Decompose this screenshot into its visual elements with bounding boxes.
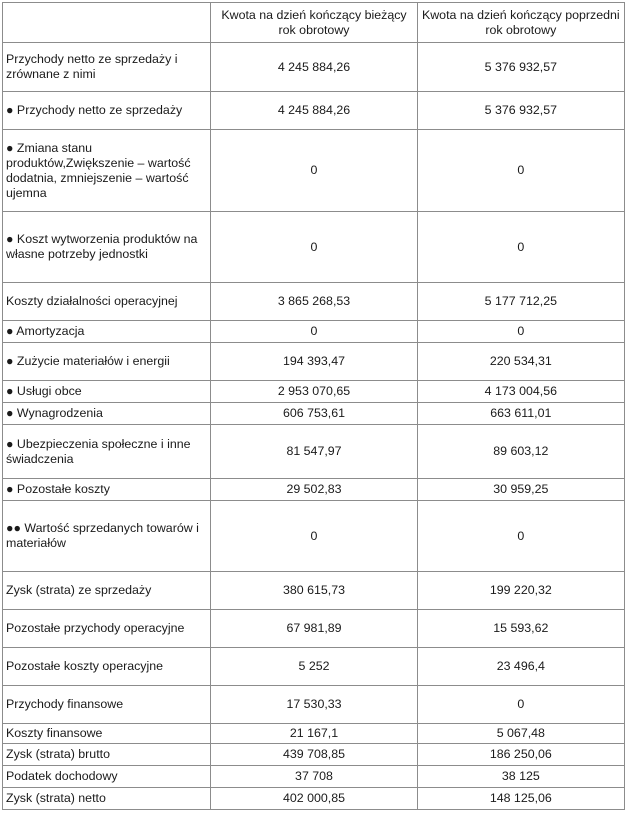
current-year-value: 0 xyxy=(211,501,417,572)
header-previous-year: Kwota na dzień kończący poprzedni rok obrotowy xyxy=(417,3,624,43)
table-row xyxy=(3,788,625,810)
table-row xyxy=(3,381,625,403)
previous-year-value: 0 xyxy=(417,130,624,212)
previous-year-value: 38 125 xyxy=(417,766,624,788)
table-row xyxy=(3,321,625,343)
current-year-value: 4 245 884,26 xyxy=(211,92,417,130)
previous-year-value: 663 611,01 xyxy=(417,403,624,425)
table-row xyxy=(3,766,625,788)
current-year-value: 2 953 070,65 xyxy=(211,381,417,403)
row-label: Podatek dochodowy xyxy=(3,766,211,788)
row-label: Zysk (strata) brutto xyxy=(3,744,211,766)
previous-year-value: 5 376 932,57 xyxy=(417,92,624,130)
table-row xyxy=(3,425,625,479)
current-year-value: 81 547,97 xyxy=(211,425,417,479)
previous-year-value: 23 496,4 xyxy=(417,648,624,686)
header-current-year: Kwota na dzień kończący bieżący rok obrotowy xyxy=(211,3,417,43)
previous-year-value: 89 603,12 xyxy=(417,425,624,479)
current-year-value: 3 865 268,53 xyxy=(211,283,417,321)
table-row xyxy=(3,403,625,425)
row-label: ● Ubezpieczenia społeczne i inne świadczenia xyxy=(3,425,211,479)
previous-year-value: 5 376 932,57 xyxy=(417,43,624,92)
row-label: ● Pozostałe koszty xyxy=(3,479,211,501)
current-year-value: 17 530,33 xyxy=(211,686,417,724)
row-label: ● Przychody netto ze sprzedaży xyxy=(3,92,211,130)
current-year-value: 606 753,61 xyxy=(211,403,417,425)
table-row xyxy=(3,343,625,381)
table-row xyxy=(3,130,625,212)
row-label: Koszty finansowe xyxy=(3,724,211,744)
row-label: Zysk (strata) ze sprzedaży xyxy=(3,572,211,610)
table-row xyxy=(3,501,625,572)
row-label: Pozostałe koszty operacyjne xyxy=(3,648,211,686)
row-label: ● Usługi obce xyxy=(3,381,211,403)
current-year-value: 194 393,47 xyxy=(211,343,417,381)
previous-year-value: 15 593,62 xyxy=(417,610,624,648)
current-year-value: 67 981,89 xyxy=(211,610,417,648)
current-year-value: 380 615,73 xyxy=(211,572,417,610)
header-corner-cell xyxy=(3,3,211,43)
row-label: ● Koszt wytworzenia produktów na własne potrzeby jednostki xyxy=(3,212,211,283)
previous-year-value: 0 xyxy=(417,686,624,724)
header-row xyxy=(3,3,625,43)
previous-year-value: 220 534,31 xyxy=(417,343,624,381)
row-label: Przychody finansowe xyxy=(3,686,211,724)
previous-year-value: 4 173 004,56 xyxy=(417,381,624,403)
row-label: Przychody netto ze sprzedaży i zrównane z nimi xyxy=(3,43,211,92)
current-year-value: 21 167,1 xyxy=(211,724,417,744)
row-label: Pozostałe przychody operacyjne xyxy=(3,610,211,648)
table-row xyxy=(3,572,625,610)
previous-year-value: 5 177 712,25 xyxy=(417,283,624,321)
previous-year-value: 30 959,25 xyxy=(417,479,624,501)
previous-year-value: 186 250,06 xyxy=(417,744,624,766)
table-row xyxy=(3,724,625,744)
current-year-value: 0 xyxy=(211,212,417,283)
table-row xyxy=(3,479,625,501)
current-year-value: 4 245 884,26 xyxy=(211,43,417,92)
current-year-value: 29 502,83 xyxy=(211,479,417,501)
current-year-value: 0 xyxy=(211,130,417,212)
table-row xyxy=(3,648,625,686)
row-label: ● Zmiana stanu produktów,Zwiększenie – wartość dodatnia, zmniejszenie – wartość ujemna xyxy=(3,130,211,212)
income-statement-table xyxy=(2,2,625,810)
current-year-value: 5 252 xyxy=(211,648,417,686)
table-row xyxy=(3,744,625,766)
row-label: ● Amortyzacja xyxy=(3,321,211,343)
row-label: Zysk (strata) netto xyxy=(3,788,211,810)
table-row xyxy=(3,212,625,283)
table-row xyxy=(3,92,625,130)
previous-year-value: 0 xyxy=(417,501,624,572)
row-label: Koszty działalności operacyjnej xyxy=(3,283,211,321)
table-row xyxy=(3,43,625,92)
row-label: ● Wynagrodzenia xyxy=(3,403,211,425)
table-row xyxy=(3,686,625,724)
current-year-value: 0 xyxy=(211,321,417,343)
current-year-value: 439 708,85 xyxy=(211,744,417,766)
table-row xyxy=(3,610,625,648)
current-year-value: 37 708 xyxy=(211,766,417,788)
row-label: ● Zużycie materiałów i energii xyxy=(3,343,211,381)
table-row xyxy=(3,283,625,321)
previous-year-value: 0 xyxy=(417,321,624,343)
previous-year-value: 148 125,06 xyxy=(417,788,624,810)
previous-year-value: 199 220,32 xyxy=(417,572,624,610)
row-label: ●● Wartość sprzedanych towarów i materiałów xyxy=(3,501,211,572)
previous-year-value: 5 067,48 xyxy=(417,724,624,744)
previous-year-value: 0 xyxy=(417,212,624,283)
current-year-value: 402 000,85 xyxy=(211,788,417,810)
